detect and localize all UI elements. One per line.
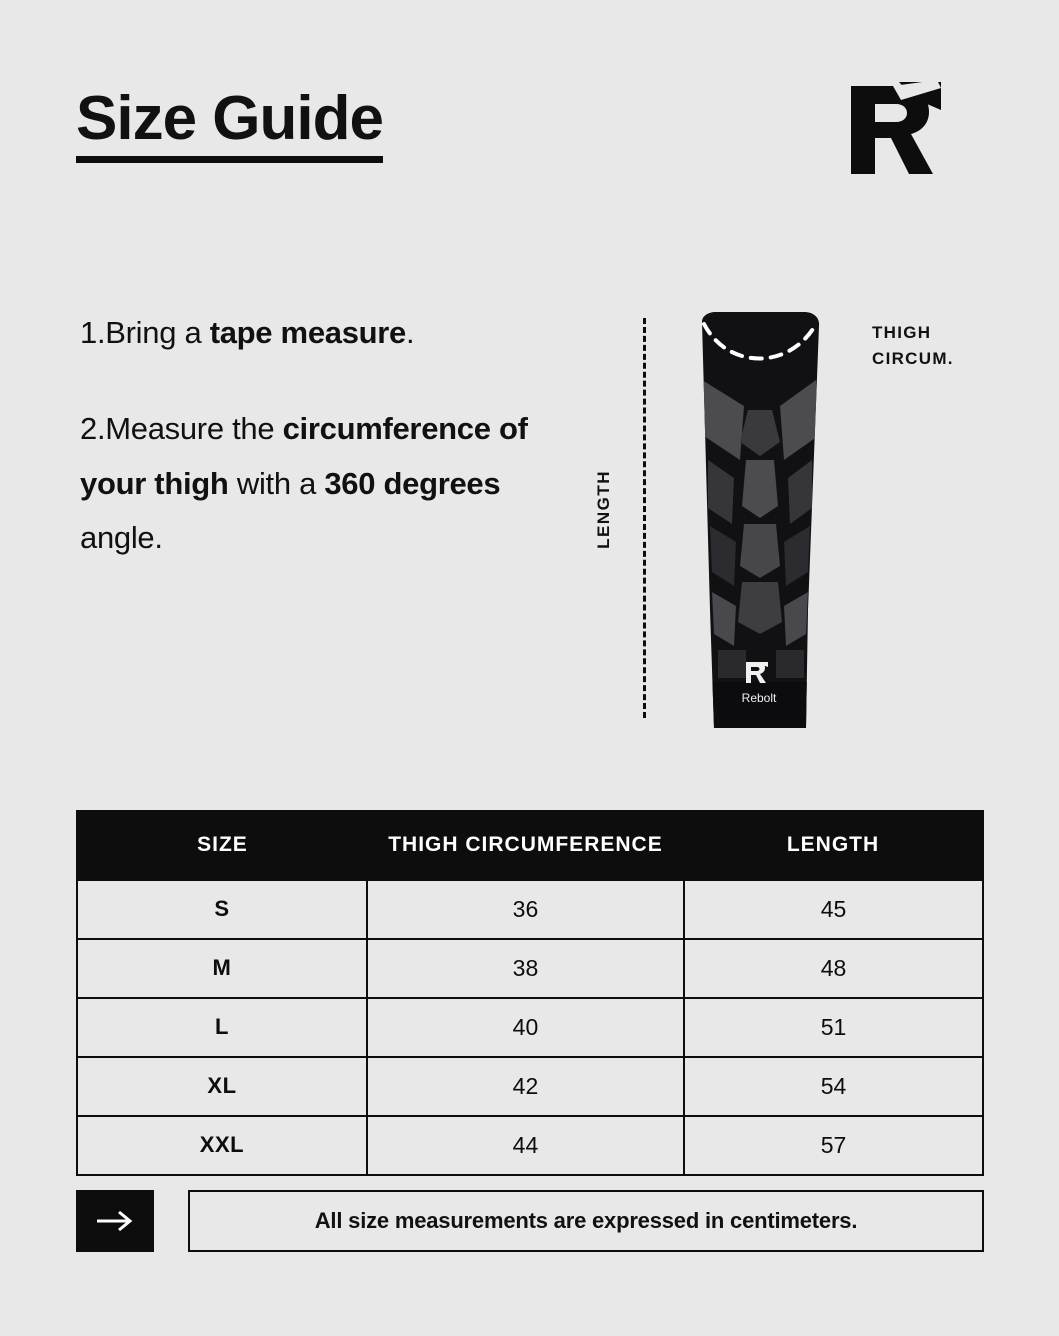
- length-axis-label: LENGTH: [594, 470, 613, 549]
- rebolt-r-logo: [841, 80, 941, 180]
- table-row: [77, 1116, 983, 1175]
- table-row: [77, 880, 983, 939]
- table-row: [77, 1057, 983, 1116]
- arrow-right-icon: [76, 1190, 154, 1252]
- cell-size: S: [77, 880, 367, 939]
- table-header-row: [77, 811, 983, 880]
- cell-size: M: [77, 939, 367, 998]
- cell-size: L: [77, 998, 367, 1057]
- cell-length: 51: [684, 998, 983, 1057]
- instruction-1-part-1: tape measure: [209, 315, 406, 350]
- instruction-2-part-3: 360 degrees: [324, 465, 501, 501]
- instruction-1-part-0: Bring a: [105, 315, 210, 350]
- instructions-list: [80, 306, 550, 607]
- measurement-diagram: [580, 300, 1000, 740]
- instruction-2: [80, 402, 550, 565]
- thigh-sleeve-product-image: [688, 310, 830, 730]
- cell-thigh: 38: [367, 939, 684, 998]
- cell-length: 48: [684, 939, 983, 998]
- cell-thigh: 42: [367, 1057, 684, 1116]
- size-chart-table: [76, 810, 984, 1176]
- instruction-2-part-1: circumference of your thigh: [80, 411, 528, 501]
- cell-length: 54: [684, 1057, 983, 1116]
- instruction-1-number: 1.: [80, 315, 106, 350]
- cell-thigh: 40: [367, 998, 684, 1057]
- column-header-size: SIZE: [77, 811, 367, 880]
- instruction-2-part-0: Measure the: [105, 411, 283, 447]
- footer-note: [76, 1190, 984, 1252]
- cell-length: 45: [684, 880, 983, 939]
- product-wordmark: Rebolt: [741, 691, 777, 705]
- column-header-thigh-circumference: THIGH CIRCUMFERENCE: [367, 811, 684, 880]
- cell-thigh: 44: [367, 1116, 684, 1175]
- cell-size: XL: [77, 1057, 367, 1116]
- page-title: Size Guide: [76, 88, 383, 163]
- instruction-1-part-2: .: [405, 315, 415, 350]
- instruction-2-number: 2.: [80, 411, 106, 447]
- cell-size: XXL: [77, 1116, 367, 1175]
- instruction-2-part-2: with a: [228, 465, 325, 501]
- cell-thigh: 36: [367, 880, 684, 939]
- instruction-2-part-4: angle.: [80, 519, 163, 555]
- header: [76, 84, 983, 208]
- thigh-circumference-label: THIGH CIRCUM.: [872, 323, 954, 368]
- table-row: [77, 998, 983, 1057]
- column-header-length: LENGTH: [684, 811, 983, 880]
- units-note: All size measurements are expressed in centimeters.: [188, 1190, 984, 1252]
- instruction-1: [80, 306, 550, 360]
- table-row: [77, 939, 983, 998]
- length-dashed-line: [643, 318, 646, 718]
- cell-length: 57: [684, 1116, 983, 1175]
